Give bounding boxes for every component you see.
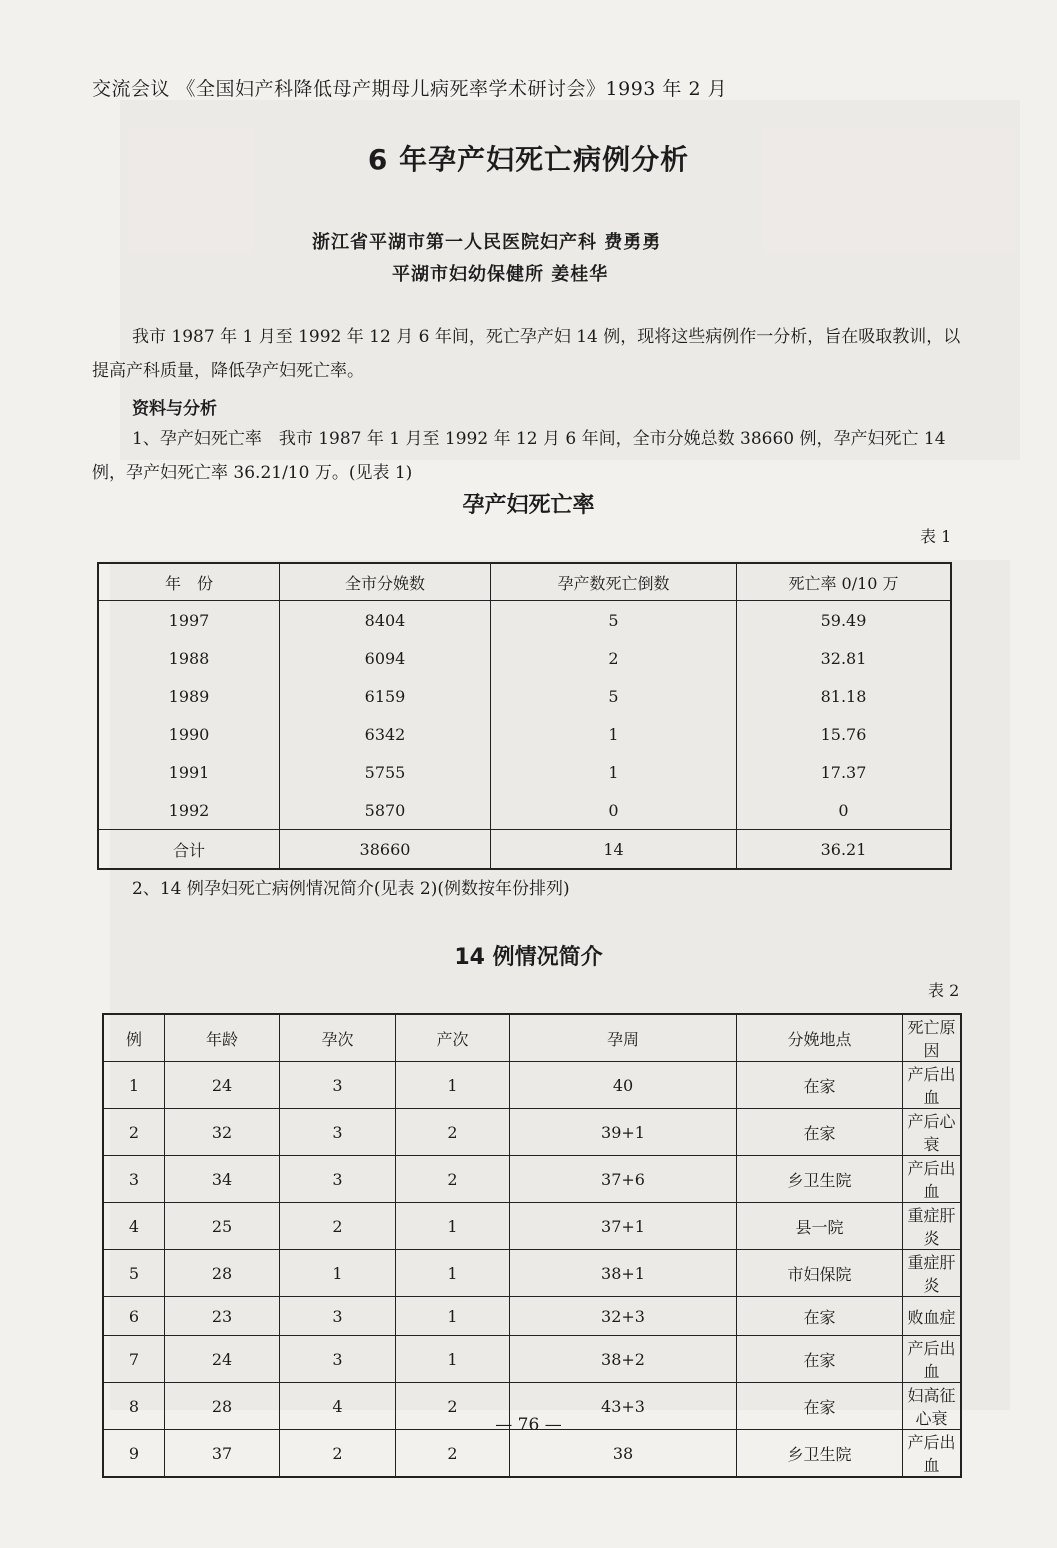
table-cell: 38+2: [510, 1336, 737, 1383]
table-cell: 23: [165, 1297, 280, 1336]
table-cell: 3: [280, 1297, 396, 1336]
table-cell: 4: [103, 1203, 165, 1250]
table-cell: 6342: [280, 715, 491, 753]
table-cell: 合计: [98, 830, 280, 870]
table-cell: 5: [103, 1250, 165, 1297]
section-heading: 资料与分析: [132, 399, 217, 419]
conference-header: 交流会议 《全国妇产科降低母产期母儿病死率学术研讨会》1993 年 2 月: [92, 78, 728, 100]
column-header: 产次: [396, 1014, 510, 1062]
table-cell: 重症肝炎: [903, 1203, 962, 1250]
table-cell: 1: [396, 1203, 510, 1250]
table-cell: 1997: [168, 610, 210, 630]
table-cell: 34: [165, 1156, 280, 1203]
column-header: 死亡率 0/10 万: [737, 563, 952, 601]
table-cell: 2: [396, 1383, 510, 1430]
page-number: — 76 —: [495, 1415, 562, 1435]
table1-label: 表 1: [920, 527, 952, 546]
table-cell: 3: [280, 1336, 396, 1383]
table-cell: 1988: [168, 648, 210, 668]
table-cell: 1991: [168, 762, 210, 782]
table-cell: 8404: [280, 601, 491, 640]
table-row: [98, 753, 951, 791]
table-row: [103, 1203, 961, 1250]
table-cell: 24: [165, 1336, 280, 1383]
table-cell: 1: [396, 1250, 510, 1297]
table-cell: 6: [103, 1297, 165, 1336]
table-cell: 32.81: [737, 639, 952, 677]
table-row: [103, 1336, 961, 1383]
table-cell: 28: [165, 1250, 280, 1297]
table-cell: 1: [396, 1336, 510, 1383]
table-cell: 乡卫生院: [737, 1156, 903, 1203]
table-cell: 2: [396, 1430, 510, 1478]
table2-label: 表 2: [928, 981, 960, 1000]
table-cell: 3: [280, 1062, 396, 1109]
table-cell: 0: [737, 791, 952, 830]
table-cell: 81.18: [737, 677, 952, 715]
column-header: 孕次: [280, 1014, 396, 1062]
table-cell: 产后出血: [903, 1156, 962, 1203]
cases-paragraph: 2、14 例孕妇死亡病例情况简介(见表 2)(例数按年份排列): [132, 879, 570, 899]
column-header: 孕产数死亡倒数: [491, 563, 737, 601]
table-cell: 15.76: [737, 715, 952, 753]
table-cell: 产后出血: [903, 1062, 962, 1109]
mortality-paragraph: 1、孕产妇死亡率 我市 1987 年 1 月至 1992 年 12 月 6 年间，全市分娩总数 38660 例，孕产妇死亡 14 例，孕产妇死亡率 36.21/10 万。(见表 1): [92, 429, 946, 483]
table-cell: 在家: [737, 1062, 903, 1109]
table-cell: 37+6: [510, 1156, 737, 1203]
table-cell: 在家: [737, 1109, 903, 1156]
table-cell: 败血症: [903, 1297, 962, 1336]
table-cell: 38660: [280, 830, 491, 870]
table-cell: 32+3: [510, 1297, 737, 1336]
table-header-row: [98, 563, 951, 601]
table-cell: 1989: [168, 686, 210, 706]
column-header: 死亡原因: [903, 1014, 962, 1062]
table-cell: 2: [280, 1430, 396, 1478]
table-cell: 2: [491, 639, 737, 677]
table-cell: 39+1: [510, 1109, 737, 1156]
table-cell: 5: [491, 677, 737, 715]
table-cell: 产后心衰: [903, 1109, 962, 1156]
table-cell: 25: [165, 1203, 280, 1250]
table-cell: 6159: [280, 677, 491, 715]
table-cell: 5755: [280, 753, 491, 791]
table-cell: 3: [280, 1156, 396, 1203]
table-row: [103, 1297, 961, 1336]
author-line-1: 浙江省平湖市第一人民医院妇产科 费勇勇: [312, 232, 662, 253]
table-row: [98, 639, 951, 677]
table-row: [103, 1156, 961, 1203]
table-cell: 17.37: [737, 753, 952, 791]
article-title: 6 年孕产妇死亡病例分析: [367, 143, 690, 176]
table-row: [98, 791, 951, 830]
table-cell: 37+1: [510, 1203, 737, 1250]
table-cell: 9: [103, 1430, 165, 1478]
table-cell: 36.21: [737, 830, 952, 870]
table-cell: 妇高征心衰: [903, 1383, 962, 1430]
column-header: 分娩地点: [737, 1014, 903, 1062]
table-cell: 2: [396, 1109, 510, 1156]
table-cell: 产后出血: [903, 1430, 962, 1478]
table-cell: 2: [280, 1203, 396, 1250]
table-cell: 产后出血: [903, 1336, 962, 1383]
table-cell: 40: [510, 1062, 737, 1109]
mortality-table: [97, 562, 952, 870]
table-cell: 7: [103, 1336, 165, 1383]
table-total-row: [98, 830, 951, 870]
table-cell: 4: [280, 1383, 396, 1430]
column-header: 例: [103, 1014, 165, 1062]
table-header-row: [103, 1014, 961, 1062]
table-cell: 43+3: [510, 1383, 737, 1430]
table-cell: 1: [280, 1250, 396, 1297]
table-cell: 59.49: [737, 601, 952, 640]
table-row: [103, 1109, 961, 1156]
table-cell: 乡卫生院: [737, 1430, 903, 1478]
table-row: [103, 1250, 961, 1297]
table-cell: 38+1: [510, 1250, 737, 1297]
table-cell: 1992: [168, 800, 210, 820]
cases-table: [102, 1013, 962, 1478]
table-cell: 5870: [280, 791, 491, 830]
table-cell: 37: [165, 1430, 280, 1478]
table-row: [98, 715, 951, 753]
table-cell: 在家: [737, 1336, 903, 1383]
table-cell: 3: [103, 1156, 165, 1203]
table-row: [103, 1430, 961, 1478]
table-row: [103, 1062, 961, 1109]
table-row: [98, 601, 951, 640]
table-cell: 在家: [737, 1297, 903, 1336]
table-cell: 县一院: [737, 1203, 903, 1250]
table-cell: 32: [165, 1109, 280, 1156]
table-cell: 28: [165, 1383, 280, 1430]
table-cell: 8: [103, 1383, 165, 1430]
author-line-2: 平湖市妇幼保健所 姜桂华: [392, 264, 609, 285]
intro-paragraph: 我市 1987 年 1 月至 1992 年 12 月 6 年间，死亡孕产妇 14 例，现将这些病例作一分析，旨在吸取教训，以提高产科质量，降低孕产妇死亡率。: [92, 327, 961, 381]
column-header: 全市分娩数: [280, 563, 491, 601]
table-cell: 1: [491, 715, 737, 753]
table-cell: 24: [165, 1062, 280, 1109]
table-cell: 1: [396, 1297, 510, 1336]
table-row: [98, 677, 951, 715]
table-cell: 0: [491, 791, 737, 830]
column-header: 年 份: [98, 563, 280, 601]
table-cell: 1: [396, 1062, 510, 1109]
table-cell: 在家: [737, 1383, 903, 1430]
table2-caption: 14 例情况简介: [454, 945, 603, 970]
table-cell: 1: [103, 1062, 165, 1109]
table-cell: 6094: [280, 639, 491, 677]
table-cell: 1990: [168, 724, 210, 744]
table-cell: 38: [510, 1430, 737, 1478]
table-cell: 2: [396, 1156, 510, 1203]
table-cell: 14: [491, 830, 737, 870]
column-header: 孕周: [510, 1014, 737, 1062]
table-cell: 5: [491, 601, 737, 640]
table1-caption: 孕产妇死亡率: [462, 493, 595, 518]
table-cell: 1: [491, 753, 737, 791]
table-cell: 重症肝炎: [903, 1250, 962, 1297]
column-header: 年龄: [165, 1014, 280, 1062]
table-cell: 3: [280, 1109, 396, 1156]
table-cell: 市妇保院: [737, 1250, 903, 1297]
table-cell: 2: [103, 1109, 165, 1156]
